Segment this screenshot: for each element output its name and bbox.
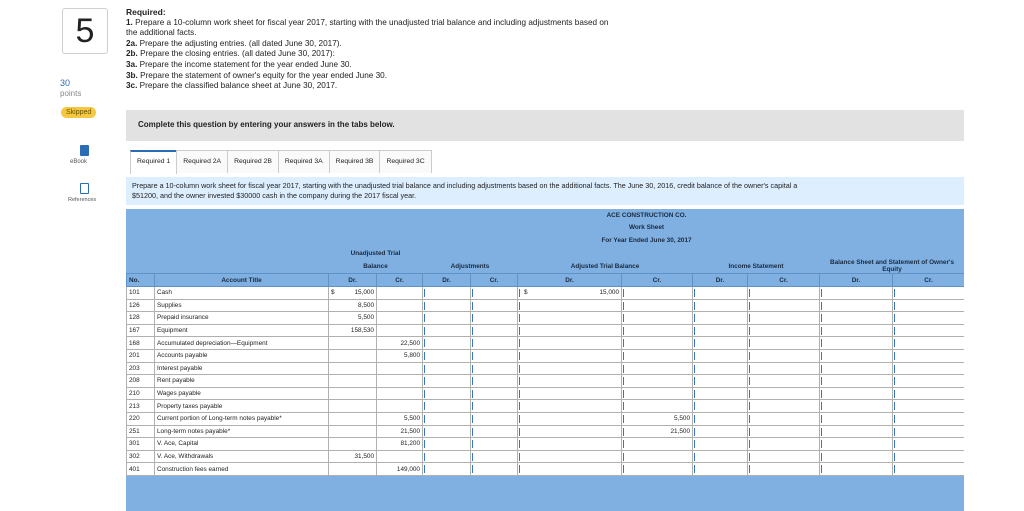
adjusted-dr-input[interactable] <box>518 450 622 463</box>
required-line: the additional facts. <box>126 28 197 38</box>
account-number: 301 <box>127 438 155 451</box>
table-row <box>127 337 965 350</box>
adjusted-cr-input[interactable] <box>622 400 693 413</box>
balance-dr-input[interactable] <box>820 375 893 388</box>
unadjusted-dr <box>329 387 377 400</box>
unadjusted-dr <box>329 362 377 375</box>
account-number: 251 <box>127 425 155 438</box>
col-cr: Cr. <box>748 274 820 287</box>
col-cr: Cr. <box>471 274 518 287</box>
adjusted-dr-input[interactable] <box>518 286 622 299</box>
adjusted-dr-input[interactable] <box>518 425 622 438</box>
balance-cr-input[interactable] <box>893 438 965 451</box>
account-number: 302 <box>127 450 155 463</box>
adjustments-dr-input[interactable] <box>423 387 471 400</box>
adjusted-cr-input[interactable] <box>622 324 693 337</box>
worksheet-title: Work Sheet <box>329 222 965 235</box>
unadjusted-dr <box>329 286 377 299</box>
adjustments-dr-input[interactable] <box>423 362 471 375</box>
unadjusted-cr <box>377 400 423 413</box>
col-account-title: Account Title <box>155 274 329 287</box>
adjustments-dr-input[interactable] <box>423 337 471 350</box>
required-line: 3b. Prepare the statement of owner's equity for the year ended June 30. <box>126 70 388 80</box>
unadjusted-dr <box>329 324 377 337</box>
adjusted-cr-input[interactable]: 5,500 <box>622 412 693 425</box>
table-row <box>127 299 965 312</box>
income-cr-input[interactable] <box>748 324 820 337</box>
required-line: 2b. Prepare the closing entries. (all dated June 30, 2017): <box>126 49 335 59</box>
unadjusted-cr <box>377 299 423 312</box>
adjustments-cr-input[interactable] <box>471 286 518 299</box>
income-cr-input[interactable] <box>748 337 820 350</box>
unadjusted-cr: 22,500 <box>377 337 423 350</box>
adjusted-cr-input[interactable]: 21,500 <box>622 425 693 438</box>
adjustments-cr-input[interactable] <box>471 412 518 425</box>
required-line: 2a. Prepare the adjusting entries. (all dated June 30, 2017). <box>126 38 342 48</box>
balance-cr-input[interactable] <box>893 362 965 375</box>
references-icon[interactable] <box>80 183 89 194</box>
adjustments-dr-input[interactable] <box>423 375 471 388</box>
account-title: Rent payable <box>155 375 329 388</box>
income-dr-input[interactable] <box>693 400 748 413</box>
adjustments-dr-input[interactable] <box>423 412 471 425</box>
balance-cr-input[interactable] <box>893 412 965 425</box>
adjustments-dr-input[interactable] <box>423 400 471 413</box>
adjusted-dr-input[interactable] <box>518 362 622 375</box>
adjusted-cr-input[interactable] <box>622 286 693 299</box>
required-line: 3c. Prepare the classified balance sheet at June 30, 2017. <box>126 81 338 91</box>
income-cr-input[interactable] <box>748 362 820 375</box>
unadjusted-dr <box>329 450 377 463</box>
income-cr-input[interactable] <box>748 438 820 451</box>
unadjusted-cr <box>377 450 423 463</box>
adjustments-cr-input[interactable] <box>471 299 518 312</box>
balance-cr-input[interactable] <box>893 312 965 325</box>
balance-dr-input[interactable] <box>820 450 893 463</box>
adjustments-cr-input[interactable] <box>471 463 518 476</box>
income-dr-input[interactable] <box>693 299 748 312</box>
tab-required-3b[interactable]: Required 3B <box>329 150 381 173</box>
table-row <box>127 463 965 476</box>
income-dr-input[interactable] <box>693 349 748 362</box>
balance-cr-input[interactable] <box>893 450 965 463</box>
adjustments-dr-input[interactable] <box>423 438 471 451</box>
adjustments-cr-input[interactable] <box>471 349 518 362</box>
table-row <box>127 438 965 451</box>
adjustments-cr-input[interactable] <box>471 400 518 413</box>
tab-required-2b[interactable]: Required 2B <box>227 150 279 173</box>
adjusted-cr-input[interactable] <box>622 387 693 400</box>
tab-required-2a[interactable]: Required 2A <box>176 150 228 173</box>
worksheet-period: For Year Ended June 30, 2017 <box>329 234 965 247</box>
balance-cr-input[interactable] <box>893 299 965 312</box>
adjusted-dr-input[interactable] <box>518 412 622 425</box>
unadjusted-dr-value: 158,530 <box>350 327 374 335</box>
adjustments-dr-input[interactable] <box>423 299 471 312</box>
balance-cr-input[interactable] <box>893 337 965 350</box>
adjusted-dr-input[interactable] <box>518 400 622 413</box>
adjustments-dr-input[interactable] <box>423 349 471 362</box>
income-cr-input[interactable] <box>748 286 820 299</box>
unadjusted-cr <box>377 324 423 337</box>
income-cr-input[interactable] <box>748 312 820 325</box>
adjusted-cr-input[interactable] <box>622 450 693 463</box>
unadjusted-dr <box>329 299 377 312</box>
required-line: 1. Prepare a 10-column work sheet for fiscal year 2017, starting with the unadjusted trial balance and including adjustments based on <box>126 17 609 27</box>
adjusted-cr-input[interactable] <box>622 438 693 451</box>
adjusted-dr-input[interactable] <box>518 438 622 451</box>
account-title: Wages payable <box>155 387 329 400</box>
table-row <box>127 312 965 325</box>
balance-dr-input[interactable] <box>820 412 893 425</box>
balance-cr-input[interactable] <box>893 286 965 299</box>
unadjusted-cr <box>377 286 423 299</box>
account-number: 101 <box>127 286 155 299</box>
account-title: Current portion of Long-term notes payable* <box>155 412 329 425</box>
adjustments-dr-input[interactable] <box>423 286 471 299</box>
unadjusted-cr <box>377 312 423 325</box>
account-number: 128 <box>127 312 155 325</box>
income-cr-input[interactable] <box>748 387 820 400</box>
adjustments-cr-input[interactable] <box>471 425 518 438</box>
unadjusted-dr <box>329 425 377 438</box>
table-row <box>127 450 965 463</box>
income-cr-input[interactable] <box>748 412 820 425</box>
adjustments-cr-input[interactable] <box>471 450 518 463</box>
balance-dr-input[interactable] <box>820 324 893 337</box>
col-cr: Cr. <box>893 274 965 287</box>
account-title: Accumulated depreciation—Equipment <box>155 337 329 350</box>
income-dr-input[interactable] <box>693 312 748 325</box>
account-title: Long-term notes payable* <box>155 425 329 438</box>
adjusted-cr-input[interactable] <box>622 299 693 312</box>
balance-dr-input[interactable] <box>820 337 893 350</box>
account-title: Interest payable <box>155 362 329 375</box>
group-balance-sheet: Balance Sheet and Statement of Owner's Equity <box>820 259 965 274</box>
account-number: 213 <box>127 400 155 413</box>
adjusted-dr-value: 15,000 <box>599 289 619 297</box>
income-cr-input[interactable] <box>748 299 820 312</box>
adjusted-cr-input[interactable] <box>622 312 693 325</box>
income-dr-input[interactable] <box>693 337 748 350</box>
account-number: 210 <box>127 387 155 400</box>
unadjusted-cr <box>377 387 423 400</box>
balance-dr-input[interactable] <box>820 286 893 299</box>
prompt-box <box>126 177 964 205</box>
group-income: Income Statement <box>693 259 820 274</box>
question-number: 5 <box>62 8 108 54</box>
balance-dr-input[interactable] <box>820 312 893 325</box>
group-adjusted: Adjusted Trial Balance <box>518 259 693 274</box>
skipped-badge: Skipped <box>61 107 96 118</box>
table-row <box>127 349 965 362</box>
account-number: 220 <box>127 412 155 425</box>
adjusted-cr-input[interactable] <box>622 375 693 388</box>
col-cr: Cr. <box>622 274 693 287</box>
unadjusted-cr <box>377 362 423 375</box>
required-instructions <box>126 7 706 92</box>
prompt-line-2: $51200, and the owner invested $30000 cash in the company during the 2017 fiscal year. <box>132 191 417 200</box>
adjusted-dr-input[interactable] <box>518 299 622 312</box>
table-row <box>127 375 965 388</box>
table-row <box>127 425 965 438</box>
col-dr: Dr. <box>820 274 893 287</box>
adjusted-cr-input[interactable] <box>622 362 693 375</box>
income-cr-input[interactable] <box>748 349 820 362</box>
worksheet-table <box>126 209 964 476</box>
col-dr: Dr. <box>329 274 377 287</box>
income-dr-input[interactable] <box>693 412 748 425</box>
worksheet-company: ACE CONSTRUCTION CO. <box>329 209 965 222</box>
col-cr: Cr. <box>377 274 423 287</box>
unadjusted-cr: 5,500 <box>377 412 423 425</box>
table-row <box>127 362 965 375</box>
balance-dr-input[interactable] <box>820 349 893 362</box>
balance-dr-input[interactable] <box>820 400 893 413</box>
adjusted-cr-input[interactable] <box>622 337 693 350</box>
adjusted-dr-input[interactable] <box>518 375 622 388</box>
adjusted-cr-input[interactable] <box>622 463 693 476</box>
account-number: 203 <box>127 362 155 375</box>
adjustments-cr-input[interactable] <box>471 362 518 375</box>
unadjusted-dr <box>329 349 377 362</box>
balance-dr-input[interactable] <box>820 387 893 400</box>
account-title: V. Ace, Withdrawals <box>155 450 329 463</box>
unadjusted-dr <box>329 438 377 451</box>
balance-dr-input[interactable] <box>820 463 893 476</box>
table-row <box>127 387 965 400</box>
unadjusted-dr <box>329 312 377 325</box>
income-cr-input[interactable] <box>748 463 820 476</box>
adjustments-dr-input[interactable] <box>423 425 471 438</box>
col-dr: Dr. <box>518 274 622 287</box>
required-title: Required: <box>126 7 166 17</box>
balance-cr-input[interactable] <box>893 349 965 362</box>
account-title: V. Ace, Capital <box>155 438 329 451</box>
unadjusted-dr <box>329 400 377 413</box>
adjustments-cr-input[interactable] <box>471 375 518 388</box>
adjustments-dr-input[interactable] <box>423 450 471 463</box>
worksheet <box>126 209 964 511</box>
income-dr-input[interactable] <box>693 438 748 451</box>
balance-cr-input[interactable] <box>893 400 965 413</box>
income-dr-input[interactable] <box>693 463 748 476</box>
adjustments-cr-input[interactable] <box>471 337 518 350</box>
table-row <box>127 400 965 413</box>
income-dr-input[interactable] <box>693 375 748 388</box>
income-dr-input[interactable] <box>693 286 748 299</box>
account-title: Supplies <box>155 299 329 312</box>
balance-cr-input[interactable] <box>893 463 965 476</box>
account-title: Property taxes payable <box>155 400 329 413</box>
ebook-link[interactable]: eBook <box>70 159 88 165</box>
instruction-bar <box>126 110 964 141</box>
account-number: 126 <box>127 299 155 312</box>
points-label: points <box>60 89 82 98</box>
tab-required-3c[interactable]: Required 3C <box>379 150 431 173</box>
account-number: 168 <box>127 337 155 350</box>
adjusted-dr-input[interactable] <box>518 337 622 350</box>
group-unadjusted-bottom: Balance <box>329 259 423 274</box>
adjusted-dr-input[interactable] <box>518 349 622 362</box>
adjusted-dr-input[interactable] <box>518 324 622 337</box>
prompt-line-1: Prepare a 10-column work sheet for fiscal year 2017, starting with the unadjusted trial balance and including adjustments based on the additional facts. The June 30, 2016, credit balance of the owner's capital a <box>132 181 798 190</box>
unadjusted-dr <box>329 337 377 350</box>
income-dr-input[interactable] <box>693 387 748 400</box>
balance-dr-input[interactable] <box>820 299 893 312</box>
income-cr-input[interactable] <box>748 375 820 388</box>
instruction-text: Complete this question by entering your answers in the tabs below. <box>138 120 395 129</box>
account-title: Construction fees earned <box>155 463 329 476</box>
ebook-icon[interactable] <box>80 145 89 156</box>
unadjusted-dr <box>329 463 377 476</box>
col-dr: Dr. <box>423 274 471 287</box>
currency-symbol: $ <box>331 289 335 297</box>
adjusted-dr-input[interactable] <box>518 312 622 325</box>
unadjusted-dr-value: 15,000 <box>354 289 374 297</box>
balance-dr-input[interactable] <box>820 438 893 451</box>
unadjusted-cr: 21,500 <box>377 425 423 438</box>
table-row <box>127 286 965 299</box>
table-row <box>127 324 965 337</box>
adjustments-cr-input[interactable] <box>471 312 518 325</box>
required-line: 3a. Prepare the income statement for the year ended June 30. <box>126 59 352 69</box>
col-no: No. <box>127 274 155 287</box>
income-cr-input[interactable] <box>748 400 820 413</box>
income-dr-input[interactable] <box>693 425 748 438</box>
question-rail <box>0 0 120 511</box>
balance-dr-input[interactable] <box>820 425 893 438</box>
balance-dr-input[interactable] <box>820 362 893 375</box>
references-link[interactable]: References <box>68 197 97 203</box>
required-tabs <box>130 150 431 173</box>
unadjusted-dr <box>329 375 377 388</box>
balance-cr-input[interactable] <box>893 387 965 400</box>
account-title: Equipment <box>155 324 329 337</box>
account-number: 201 <box>127 349 155 362</box>
income-cr-input[interactable] <box>748 450 820 463</box>
unadjusted-dr-value: 8,500 <box>358 301 374 309</box>
adjustments-dr-input[interactable] <box>423 463 471 476</box>
currency-symbol: $ <box>524 289 528 297</box>
adjusted-dr-input[interactable] <box>518 387 622 400</box>
unadjusted-cr: 81,200 <box>377 438 423 451</box>
account-number: 208 <box>127 375 155 388</box>
unadjusted-dr-value: 31,500 <box>354 452 374 460</box>
income-dr-input[interactable] <box>693 362 748 375</box>
balance-cr-input[interactable] <box>893 375 965 388</box>
balance-cr-input[interactable] <box>893 425 965 438</box>
adjustments-cr-input[interactable] <box>471 324 518 337</box>
points-value: 30 <box>60 78 71 88</box>
adjustments-cr-input[interactable] <box>471 438 518 451</box>
account-title: Accounts payable <box>155 349 329 362</box>
required-list <box>126 18 706 92</box>
tab-required-1[interactable]: Required 1 <box>130 150 177 174</box>
adjustments-cr-input[interactable] <box>471 387 518 400</box>
account-title: Cash <box>155 286 329 299</box>
account-number: 401 <box>127 463 155 476</box>
income-dr-input[interactable] <box>693 324 748 337</box>
adjustments-dr-input[interactable] <box>423 312 471 325</box>
table-row <box>127 412 965 425</box>
balance-cr-input[interactable] <box>893 324 965 337</box>
account-title: Prepaid insurance <box>155 312 329 325</box>
group-adjustments: Adjustments <box>423 259 518 274</box>
adjustments-dr-input[interactable] <box>423 324 471 337</box>
adjusted-cr-input[interactable] <box>622 349 693 362</box>
income-dr-input[interactable] <box>693 450 748 463</box>
unadjusted-cr: 5,800 <box>377 349 423 362</box>
account-number: 167 <box>127 324 155 337</box>
adjusted-dr-input[interactable] <box>518 463 622 476</box>
unadjusted-dr <box>329 412 377 425</box>
group-unadjusted-top: Unadjusted Trial <box>329 247 423 260</box>
income-cr-input[interactable] <box>748 425 820 438</box>
tab-required-3a[interactable]: Required 3A <box>278 150 330 173</box>
col-dr: Dr. <box>693 274 748 287</box>
unadjusted-cr: 149,000 <box>377 463 423 476</box>
unadjusted-cr <box>377 375 423 388</box>
unadjusted-dr-value: 5,500 <box>358 314 374 322</box>
